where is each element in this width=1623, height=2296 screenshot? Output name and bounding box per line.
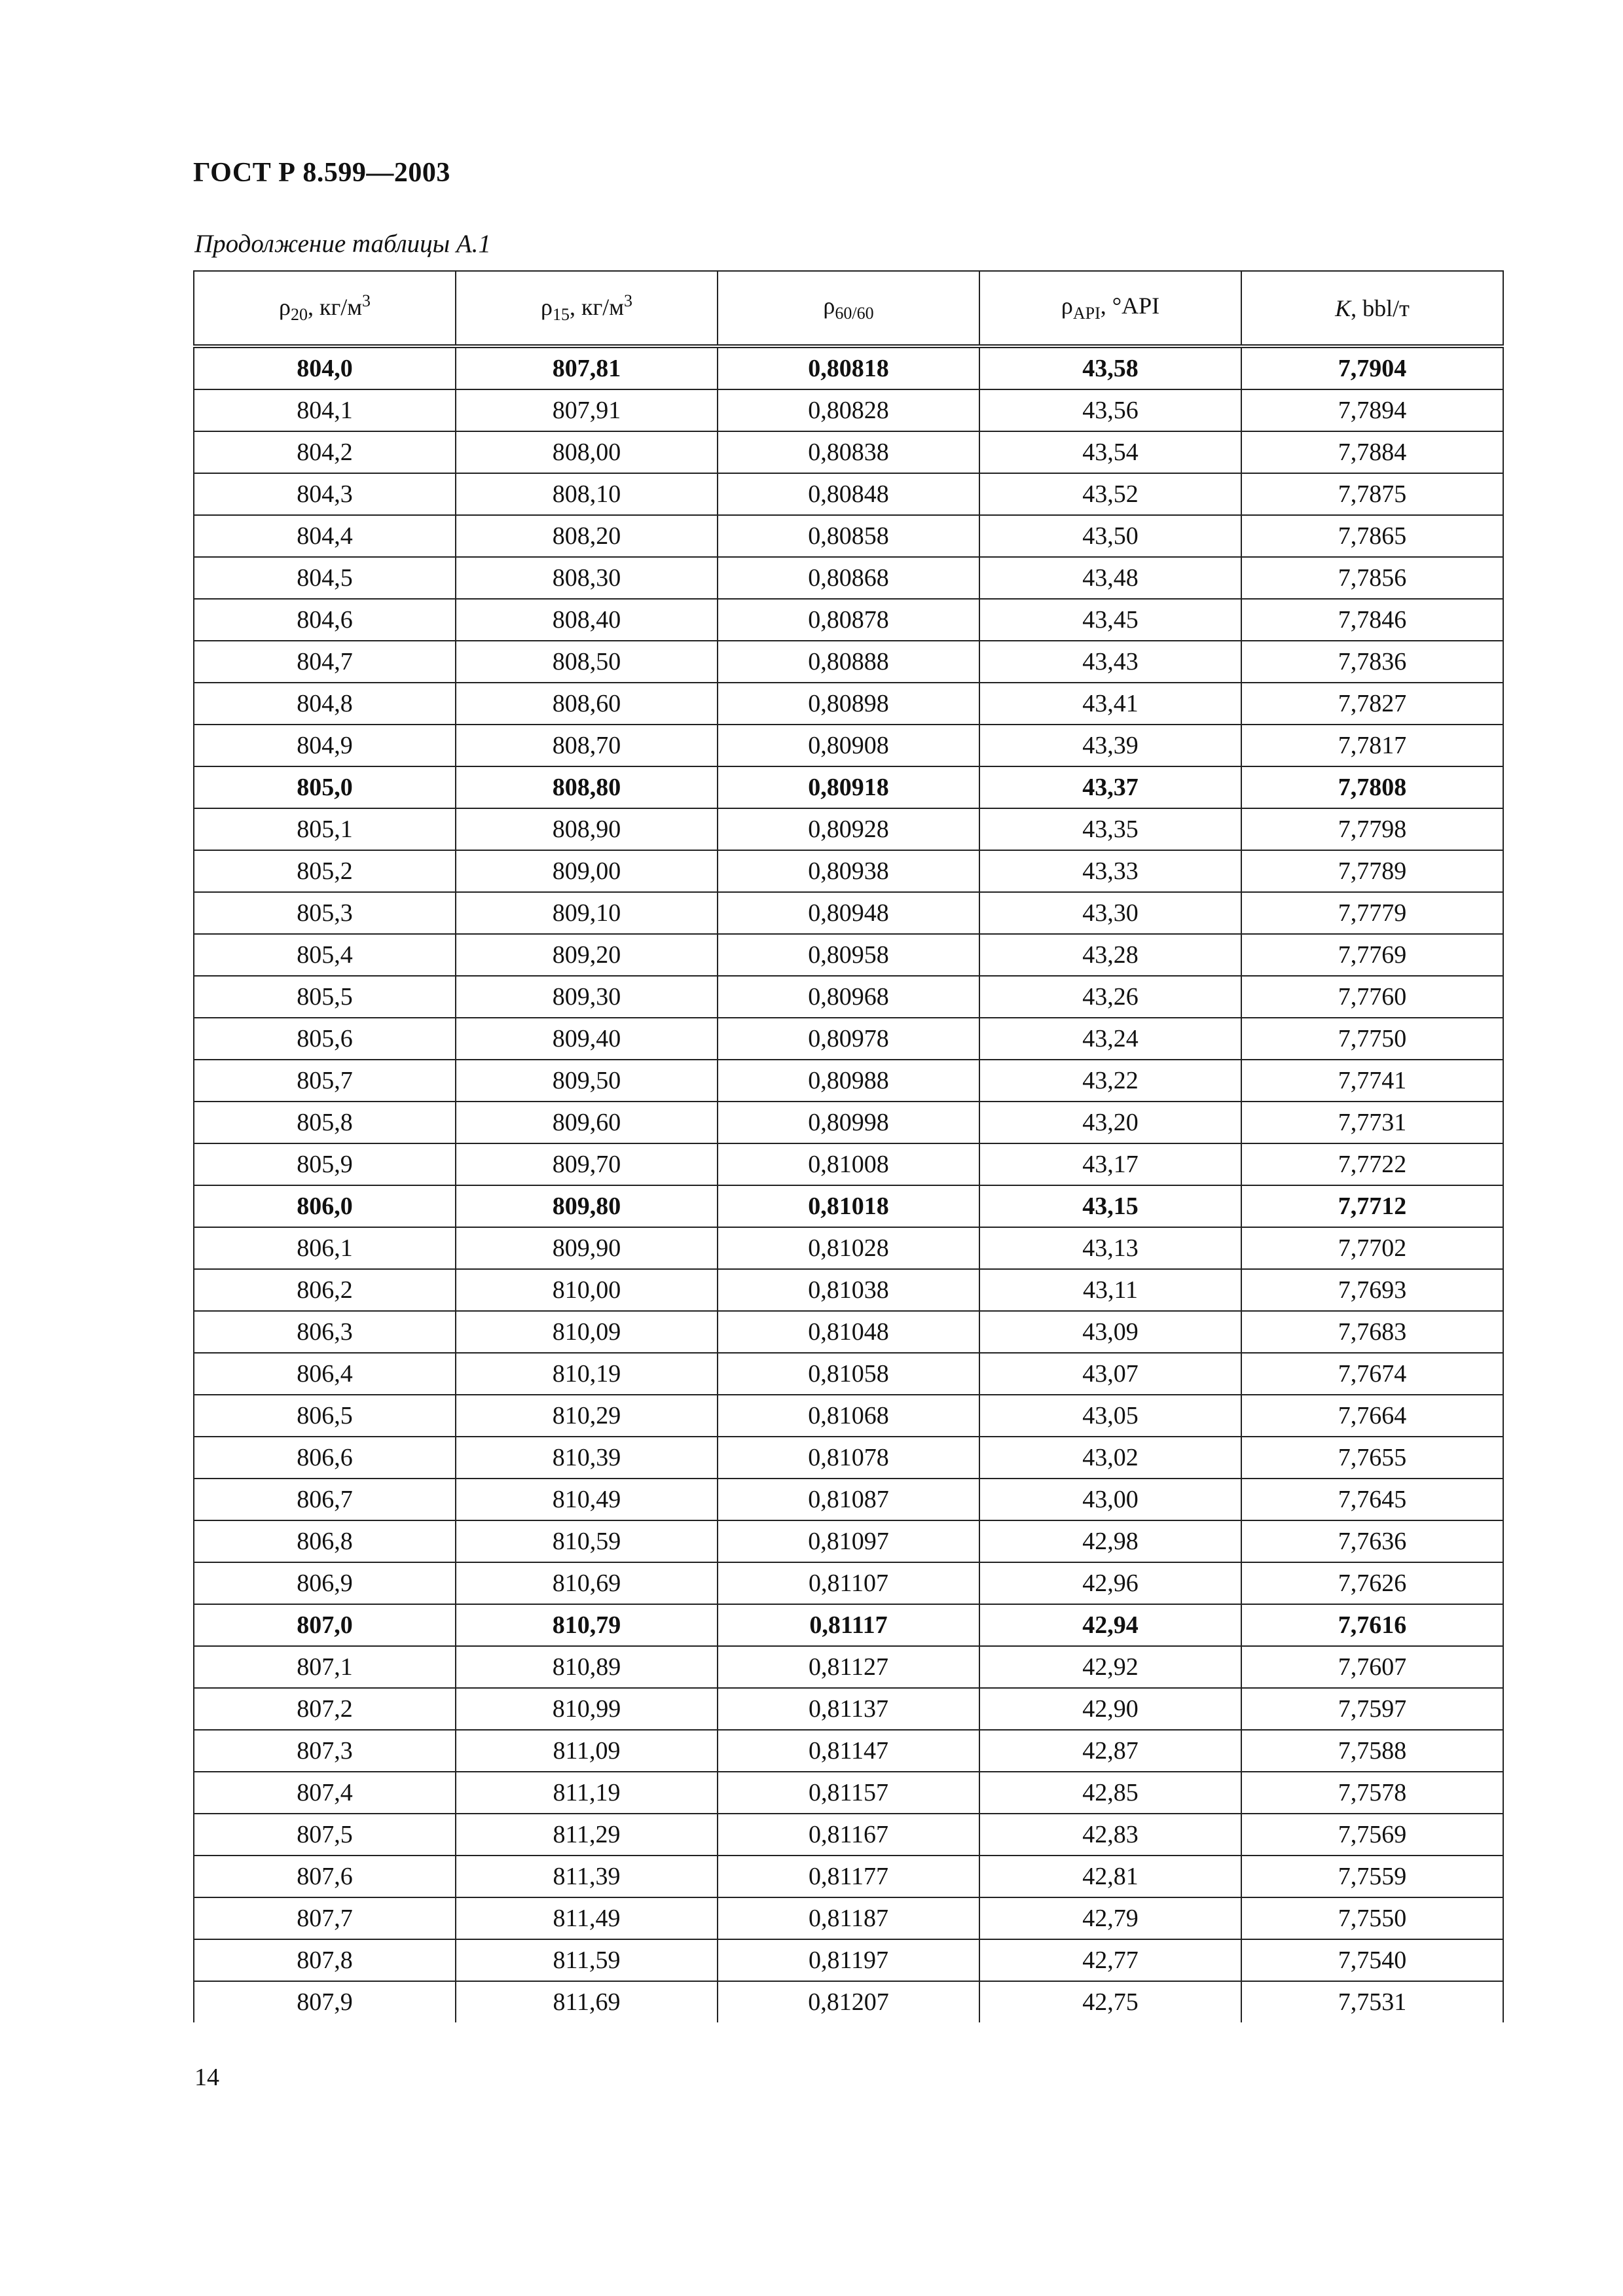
cell-rho15: 809,30 — [456, 976, 718, 1018]
cell-rho15: 809,80 — [456, 1185, 718, 1227]
cell-rho15: 808,90 — [456, 808, 718, 850]
table-row — [194, 599, 1503, 641]
cell-k: 7,7550 — [1241, 1897, 1503, 1939]
cell-rho15: 810,99 — [456, 1688, 718, 1730]
cell-rho15: 811,59 — [456, 1939, 718, 1981]
table-row — [194, 473, 1503, 515]
table-row — [194, 1646, 1503, 1688]
cell-rho20: 806,3 — [194, 1311, 456, 1353]
cell-k: 7,7875 — [1241, 473, 1503, 515]
cell-rho6060: 0,80948 — [718, 892, 979, 934]
cell-k: 7,7702 — [1241, 1227, 1503, 1269]
table-row — [194, 1520, 1503, 1562]
column-header-rho6060: $\rho_{60/60}$ — [718, 271, 979, 346]
cell-rho-api: 42,96 — [979, 1562, 1241, 1604]
table-row — [194, 934, 1503, 976]
cell-rho-api: 42,94 — [979, 1604, 1241, 1646]
cell-rho6060: 0,80888 — [718, 641, 979, 683]
cell-rho20: 805,6 — [194, 1018, 456, 1060]
cell-rho20: 807,9 — [194, 1981, 456, 2022]
cell-k: 7,7626 — [1241, 1562, 1503, 1604]
cell-rho-api: 42,77 — [979, 1939, 1241, 1981]
cell-rho-api: 43,56 — [979, 389, 1241, 431]
cell-rho-api: 43,37 — [979, 766, 1241, 808]
table-row — [194, 808, 1503, 850]
cell-k: 7,7789 — [1241, 850, 1503, 892]
cell-rho20: 806,7 — [194, 1479, 456, 1520]
density-table — [193, 270, 1504, 2022]
cell-rho6060: 0,80818 — [718, 346, 979, 389]
table-row — [194, 1604, 1503, 1646]
cell-rho6060: 0,80828 — [718, 389, 979, 431]
cell-rho20: 807,2 — [194, 1688, 456, 1730]
cell-rho20: 807,7 — [194, 1897, 456, 1939]
cell-rho-api: 42,85 — [979, 1772, 1241, 1814]
cell-rho15: 809,70 — [456, 1143, 718, 1185]
cell-rho-api: 43,22 — [979, 1060, 1241, 1102]
cell-rho6060: 0,80988 — [718, 1060, 979, 1102]
cell-rho20: 805,5 — [194, 976, 456, 1018]
cell-rho6060: 0,81028 — [718, 1227, 979, 1269]
cell-rho15: 808,10 — [456, 473, 718, 515]
cell-k: 7,7569 — [1241, 1814, 1503, 1856]
cell-k: 7,7674 — [1241, 1353, 1503, 1395]
cell-k: 7,7904 — [1241, 346, 1503, 389]
cell-rho-api: 42,90 — [979, 1688, 1241, 1730]
cell-rho-api: 43,33 — [979, 850, 1241, 892]
cell-rho6060: 0,80908 — [718, 725, 979, 766]
cell-rho-api: 43,52 — [979, 473, 1241, 515]
cell-rho20: 807,1 — [194, 1646, 456, 1688]
table-row — [194, 1353, 1503, 1395]
density-table-container — [193, 270, 1503, 2022]
cell-rho-api: 43,35 — [979, 808, 1241, 850]
cell-rho15: 810,19 — [456, 1353, 718, 1395]
cell-rho20: 806,0 — [194, 1185, 456, 1227]
table-row — [194, 431, 1503, 473]
cell-rho15: 810,00 — [456, 1269, 718, 1311]
cell-rho-api: 43,09 — [979, 1311, 1241, 1353]
cell-rho15: 811,09 — [456, 1730, 718, 1772]
cell-rho6060: 0,80918 — [718, 766, 979, 808]
cell-rho15: 808,40 — [456, 599, 718, 641]
cell-rho-api: 43,50 — [979, 515, 1241, 557]
table-row — [194, 1269, 1503, 1311]
cell-rho-api: 42,83 — [979, 1814, 1241, 1856]
cell-rho15: 811,29 — [456, 1814, 718, 1856]
cell-rho20: 807,8 — [194, 1939, 456, 1981]
cell-rho20: 804,9 — [194, 725, 456, 766]
cell-rho6060: 0,81097 — [718, 1520, 979, 1562]
cell-k: 7,7779 — [1241, 892, 1503, 934]
cell-rho15: 809,60 — [456, 1102, 718, 1143]
cell-rho20: 804,2 — [194, 431, 456, 473]
cell-k: 7,7607 — [1241, 1646, 1503, 1688]
cell-rho15: 811,39 — [456, 1856, 718, 1897]
cell-rho20: 805,2 — [194, 850, 456, 892]
table-row — [194, 1143, 1503, 1185]
cell-rho15: 810,49 — [456, 1479, 718, 1520]
cell-rho20: 807,5 — [194, 1814, 456, 1856]
cell-rho-api: 43,26 — [979, 976, 1241, 1018]
cell-rho-api: 42,81 — [979, 1856, 1241, 1897]
table-row — [194, 1102, 1503, 1143]
cell-rho-api: 43,20 — [979, 1102, 1241, 1143]
cell-rho-api: 43,00 — [979, 1479, 1241, 1520]
cell-rho20: 805,9 — [194, 1143, 456, 1185]
cell-rho6060: 0,80838 — [718, 431, 979, 473]
column-header-rho20: $\rho_{20}$, $кг/м^3$ — [194, 271, 456, 346]
cell-rho6060: 0,81187 — [718, 1897, 979, 1939]
cell-rho20: 806,4 — [194, 1353, 456, 1395]
cell-rho15: 810,59 — [456, 1520, 718, 1562]
table-row — [194, 1437, 1503, 1479]
cell-rho-api: 43,43 — [979, 641, 1241, 683]
cell-rho15: 809,90 — [456, 1227, 718, 1269]
cell-rho20: 806,5 — [194, 1395, 456, 1437]
cell-rho20: 805,4 — [194, 934, 456, 976]
cell-k: 7,7559 — [1241, 1856, 1503, 1897]
cell-rho-api: 43,45 — [979, 599, 1241, 641]
cell-rho15: 807,91 — [456, 389, 718, 431]
table-row — [194, 1772, 1503, 1814]
cell-rho6060: 0,80928 — [718, 808, 979, 850]
cell-rho-api: 42,87 — [979, 1730, 1241, 1772]
cell-rho6060: 0,80878 — [718, 599, 979, 641]
cell-rho6060: 0,81058 — [718, 1353, 979, 1395]
cell-rho15: 808,30 — [456, 557, 718, 599]
cell-k: 7,7597 — [1241, 1688, 1503, 1730]
table-row — [194, 683, 1503, 725]
cell-rho-api: 43,24 — [979, 1018, 1241, 1060]
cell-k: 7,7865 — [1241, 515, 1503, 557]
cell-rho15: 808,70 — [456, 725, 718, 766]
cell-rho20: 805,7 — [194, 1060, 456, 1102]
cell-k: 7,7760 — [1241, 976, 1503, 1018]
cell-rho6060: 0,81207 — [718, 1981, 979, 2022]
document-title: ГОСТ Р 8.599—2003 — [193, 158, 450, 188]
cell-rho20: 804,0 — [194, 346, 456, 389]
cell-rho15: 808,50 — [456, 641, 718, 683]
cell-rho15: 810,39 — [456, 1437, 718, 1479]
cell-rho-api: 43,02 — [979, 1437, 1241, 1479]
cell-k: 7,7722 — [1241, 1143, 1503, 1185]
cell-rho-api: 43,39 — [979, 725, 1241, 766]
table-row — [194, 976, 1503, 1018]
table-row — [194, 1897, 1503, 1939]
table-row — [194, 557, 1503, 599]
cell-rho-api: 43,41 — [979, 683, 1241, 725]
table-row — [194, 1227, 1503, 1269]
cell-rho15: 809,10 — [456, 892, 718, 934]
cell-k: 7,7856 — [1241, 557, 1503, 599]
cell-rho20: 805,1 — [194, 808, 456, 850]
column-header-k: K, bbl/т — [1241, 271, 1503, 346]
table-row — [194, 725, 1503, 766]
table-row — [194, 892, 1503, 934]
cell-rho20: 804,3 — [194, 473, 456, 515]
cell-rho6060: 0,81167 — [718, 1814, 979, 1856]
cell-rho6060: 0,80998 — [718, 1102, 979, 1143]
cell-rho20: 804,1 — [194, 389, 456, 431]
cell-rho-api: 43,28 — [979, 934, 1241, 976]
cell-rho6060: 0,81048 — [718, 1311, 979, 1353]
cell-rho6060: 0,80848 — [718, 473, 979, 515]
cell-rho6060: 0,80868 — [718, 557, 979, 599]
cell-rho20: 804,8 — [194, 683, 456, 725]
table-row — [194, 1939, 1503, 1981]
table-row — [194, 346, 1503, 389]
cell-rho6060: 0,81137 — [718, 1688, 979, 1730]
cell-rho-api: 43,54 — [979, 431, 1241, 473]
column-header-rho-api: $\rho_{API}$, °API — [979, 271, 1241, 346]
cell-rho15: 807,81 — [456, 346, 718, 389]
cell-k: 7,7636 — [1241, 1520, 1503, 1562]
cell-rho6060: 0,81117 — [718, 1604, 979, 1646]
cell-k: 7,7894 — [1241, 389, 1503, 431]
cell-k: 7,7808 — [1241, 766, 1503, 808]
cell-rho-api: 43,11 — [979, 1269, 1241, 1311]
cell-rho15: 810,79 — [456, 1604, 718, 1646]
cell-rho-api: 43,17 — [979, 1143, 1241, 1185]
cell-k: 7,7817 — [1241, 725, 1503, 766]
cell-rho6060: 0,81087 — [718, 1479, 979, 1520]
cell-rho20: 805,8 — [194, 1102, 456, 1143]
table-header-row — [194, 271, 1503, 346]
table-row — [194, 1688, 1503, 1730]
cell-k: 7,7750 — [1241, 1018, 1503, 1060]
cell-rho15: 809,20 — [456, 934, 718, 976]
cell-k: 7,7616 — [1241, 1604, 1503, 1646]
cell-rho15: 808,00 — [456, 431, 718, 473]
cell-rho15: 809,50 — [456, 1060, 718, 1102]
table-row — [194, 850, 1503, 892]
table-row — [194, 1060, 1503, 1102]
table-row — [194, 1856, 1503, 1897]
cell-rho-api: 43,07 — [979, 1353, 1241, 1395]
cell-rho20: 807,0 — [194, 1604, 456, 1646]
cell-rho-api: 43,13 — [979, 1227, 1241, 1269]
cell-rho-api: 42,79 — [979, 1897, 1241, 1939]
cell-rho6060: 0,81018 — [718, 1185, 979, 1227]
cell-rho6060: 0,81008 — [718, 1143, 979, 1185]
cell-k: 7,7712 — [1241, 1185, 1503, 1227]
column-header-rho15: $\rho_{15}$, $кг/м^3$ — [456, 271, 718, 346]
table-row — [194, 641, 1503, 683]
cell-rho6060: 0,81038 — [718, 1269, 979, 1311]
cell-rho20: 804,4 — [194, 515, 456, 557]
cell-rho6060: 0,81157 — [718, 1772, 979, 1814]
cell-rho15: 810,09 — [456, 1311, 718, 1353]
cell-k: 7,7836 — [1241, 641, 1503, 683]
table-row — [194, 389, 1503, 431]
cell-rho-api: 43,15 — [979, 1185, 1241, 1227]
table-row — [194, 1562, 1503, 1604]
cell-rho20: 806,2 — [194, 1269, 456, 1311]
cell-k: 7,7578 — [1241, 1772, 1503, 1814]
cell-rho-api: 43,58 — [979, 346, 1241, 389]
cell-k: 7,7827 — [1241, 683, 1503, 725]
cell-rho15: 811,19 — [456, 1772, 718, 1814]
cell-rho6060: 0,80968 — [718, 976, 979, 1018]
cell-rho20: 804,6 — [194, 599, 456, 641]
cell-rho20: 804,7 — [194, 641, 456, 683]
cell-k: 7,7741 — [1241, 1060, 1503, 1102]
cell-rho20: 807,4 — [194, 1772, 456, 1814]
cell-k: 7,7645 — [1241, 1479, 1503, 1520]
cell-k: 7,7769 — [1241, 934, 1503, 976]
cell-rho-api: 42,92 — [979, 1646, 1241, 1688]
table-row — [194, 1981, 1503, 2022]
table-row — [194, 515, 1503, 557]
cell-k: 7,7540 — [1241, 1939, 1503, 1981]
page-number: 14 — [194, 2064, 219, 2091]
cell-rho6060: 0,81078 — [718, 1437, 979, 1479]
cell-rho20: 806,9 — [194, 1562, 456, 1604]
cell-rho20: 805,3 — [194, 892, 456, 934]
cell-rho20: 807,6 — [194, 1856, 456, 1897]
table-body — [194, 346, 1503, 2022]
cell-rho20: 805,0 — [194, 766, 456, 808]
cell-rho15: 808,20 — [456, 515, 718, 557]
cell-k: 7,7683 — [1241, 1311, 1503, 1353]
cell-k: 7,7664 — [1241, 1395, 1503, 1437]
cell-rho15: 811,49 — [456, 1897, 718, 1939]
cell-rho-api: 42,75 — [979, 1981, 1241, 2022]
cell-rho15: 810,69 — [456, 1562, 718, 1604]
cell-rho-api: 43,48 — [979, 557, 1241, 599]
table-row — [194, 1311, 1503, 1353]
cell-rho6060: 0,80978 — [718, 1018, 979, 1060]
cell-rho6060: 0,81197 — [718, 1939, 979, 1981]
cell-rho20: 806,1 — [194, 1227, 456, 1269]
table-row — [194, 1395, 1503, 1437]
cell-rho-api: 43,05 — [979, 1395, 1241, 1437]
cell-rho6060: 0,81107 — [718, 1562, 979, 1604]
cell-rho6060: 0,80938 — [718, 850, 979, 892]
cell-k: 7,7531 — [1338, 1988, 1407, 2016]
cell-rho6060: 0,80858 — [718, 515, 979, 557]
cell-k: 7,7693 — [1241, 1269, 1503, 1311]
cell-rho15: 811,69 — [456, 1981, 718, 2022]
cell-rho20: 807,3 — [194, 1730, 456, 1772]
cell-rho6060: 0,80958 — [718, 934, 979, 976]
cell-rho6060: 0,81127 — [718, 1646, 979, 1688]
cell-k: 7,7846 — [1241, 599, 1503, 641]
cell-rho15: 809,00 — [456, 850, 718, 892]
cell-rho6060: 0,81177 — [718, 1856, 979, 1897]
cell-rho15: 809,40 — [456, 1018, 718, 1060]
table-row — [194, 1730, 1503, 1772]
cell-rho6060: 0,81147 — [718, 1730, 979, 1772]
cell-k: 7,7798 — [1241, 808, 1503, 850]
table-row — [194, 1018, 1503, 1060]
cell-k: 7,7884 — [1241, 431, 1503, 473]
cell-rho20: 806,6 — [194, 1437, 456, 1479]
table-row — [194, 1479, 1503, 1520]
cell-rho15: 810,89 — [456, 1646, 718, 1688]
cell-rho15: 808,60 — [456, 683, 718, 725]
cell-rho20: 804,5 — [194, 557, 456, 599]
table-row — [194, 1185, 1503, 1227]
table-caption: Продолжение таблицы А.1 — [194, 230, 491, 258]
cell-rho15: 810,29 — [456, 1395, 718, 1437]
cell-rho20: 806,8 — [194, 1520, 456, 1562]
cell-k: 7,7588 — [1241, 1730, 1503, 1772]
cell-rho6060: 0,81068 — [718, 1395, 979, 1437]
cell-rho-api: 43,30 — [979, 892, 1241, 934]
cell-k: 7,7655 — [1241, 1437, 1503, 1479]
table-row — [194, 1814, 1503, 1856]
cell-rho-api: 42,98 — [979, 1520, 1241, 1562]
cell-k: 7,7731 — [1241, 1102, 1503, 1143]
cell-rho6060: 0,80898 — [718, 683, 979, 725]
table-row — [194, 766, 1503, 808]
cell-rho15: 808,80 — [456, 766, 718, 808]
